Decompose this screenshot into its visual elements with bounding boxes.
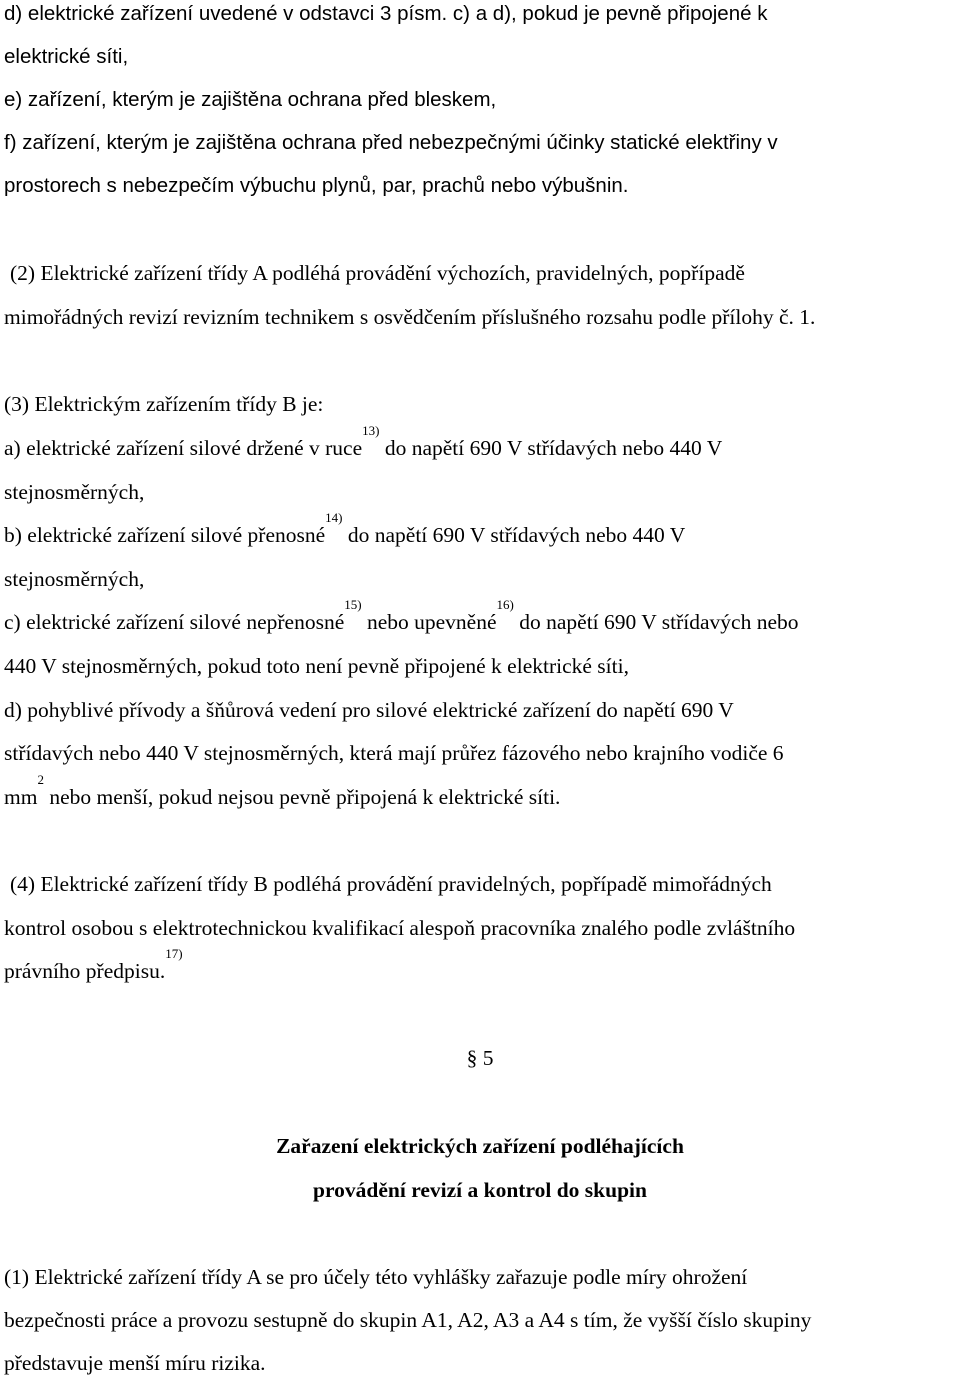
para-4-text-end: právního předpisu. bbox=[4, 959, 166, 983]
section-title-line-1: Zařazení elektrických zařízení podléhajících bbox=[276, 1134, 684, 1158]
unit-exponent: 2 bbox=[37, 772, 44, 787]
section-number: § 5 bbox=[466, 1046, 494, 1070]
para-3-item-d-line-2: střídavých nebo 440 V stejnosměrných, která mají průřez fázového nebo krajního vodiče 6 bbox=[4, 741, 784, 765]
item-b-text-end: do napětí 690 V střídavých nebo 440 V bbox=[342, 523, 686, 547]
item-f-line-2: prostorech s nebezpečím výbuchu plynů, par, prachů nebo výbušnin. bbox=[4, 174, 629, 197]
footnote-ref-16: 16) bbox=[496, 597, 514, 612]
para-3-item-b-line-2: stejnosměrných, bbox=[4, 567, 145, 591]
para-3-item-b-line-1 bbox=[4, 510, 686, 549]
item-e: e) zařízení, kterým je zajištěna ochrana před bleskem, bbox=[4, 88, 497, 111]
item-b-text: b) elektrické zařízení silové přenosné bbox=[4, 523, 326, 547]
para-3-item-c-line-1 bbox=[4, 597, 799, 636]
section-title-line-2: provádění revizí a kontrol do skupin bbox=[313, 1178, 647, 1202]
item-f-line-1: f) zařízení, kterým je zajištěna ochrana před nebezpečnými účinky statické elektřiny v bbox=[4, 131, 778, 154]
footnote-ref-15: 15) bbox=[344, 597, 362, 612]
item-d-line-2: elektrické síti, bbox=[4, 45, 129, 68]
section-para-1-line-1: (1) Elektrické zařízení třídy A se pro účely této vyhlášky zařazuje podle míry ohrožení bbox=[4, 1265, 748, 1289]
para-3-item-d-line-1: d) pohyblivé přívody a šňůrová vedení pro silové elektrické zařízení do napětí 690 V bbox=[4, 698, 734, 722]
item-d-line-1: d) elektrické zařízení uvedené v odstavci 3 písm. c) a d), pokud je pevně připojené k bbox=[4, 2, 768, 25]
item-c-text-mid: nebo upevněné bbox=[361, 610, 497, 634]
footnote-ref-17: 17) bbox=[165, 946, 183, 961]
item-c-text-end: do napětí 690 V střídavých nebo bbox=[513, 610, 799, 634]
section-para-1-line-3: představuje menší míru rizika. bbox=[4, 1351, 266, 1375]
item-d-text-end: nebo menší, pokud nejsou pevně připojená k elektrické síti. bbox=[43, 785, 561, 809]
para-2-line-2: mimořádných revizí revizním technikem s osvědčením příslušného rozsahu podle přílohy č. 1. bbox=[4, 305, 816, 329]
item-c-text: c) elektrické zařízení silové nepřenosné bbox=[4, 610, 345, 634]
para-4-line-2: kontrol osobou s elektrotechnickou kvalifikací alespoň pracovníka znalého podle zvláštního bbox=[4, 916, 796, 940]
para-3-item-a-line-2: stejnosměrných, bbox=[4, 480, 145, 504]
footnote-ref-14: 14) bbox=[325, 510, 343, 525]
para-4-line-3 bbox=[4, 946, 183, 985]
para-3-item-c-line-2: 440 V stejnosměrných, pokud toto není pevně připojené k elektrické síti, bbox=[4, 654, 629, 678]
para-3-item-d-line-3 bbox=[4, 772, 561, 811]
footnote-ref-13: 13) bbox=[362, 423, 380, 438]
item-d-unit: mm bbox=[4, 785, 38, 809]
item-a-text: a) elektrické zařízení silové držené v ruce bbox=[4, 436, 363, 460]
para-4-line-1: (4) Elektrické zařízení třídy B podléhá provádění pravidelných, popřípadě mimořádných bbox=[10, 872, 772, 896]
item-a-text-end: do napětí 690 V střídavých nebo 440 V bbox=[379, 436, 723, 460]
para-3-item-a-line-1 bbox=[4, 423, 723, 462]
section-para-1-line-2: bezpečnosti práce a provozu sestupně do skupin A1, A2, A3 a A4 s tím, že vyšší číslo skupiny bbox=[4, 1308, 812, 1332]
para-3-heading: (3) Elektrickým zařízením třídy B je: bbox=[4, 392, 324, 416]
para-2-line-1: (2) Elektrické zařízení třídy A podléhá provádění výchozích, pravidelných, popřípadě bbox=[10, 261, 745, 285]
